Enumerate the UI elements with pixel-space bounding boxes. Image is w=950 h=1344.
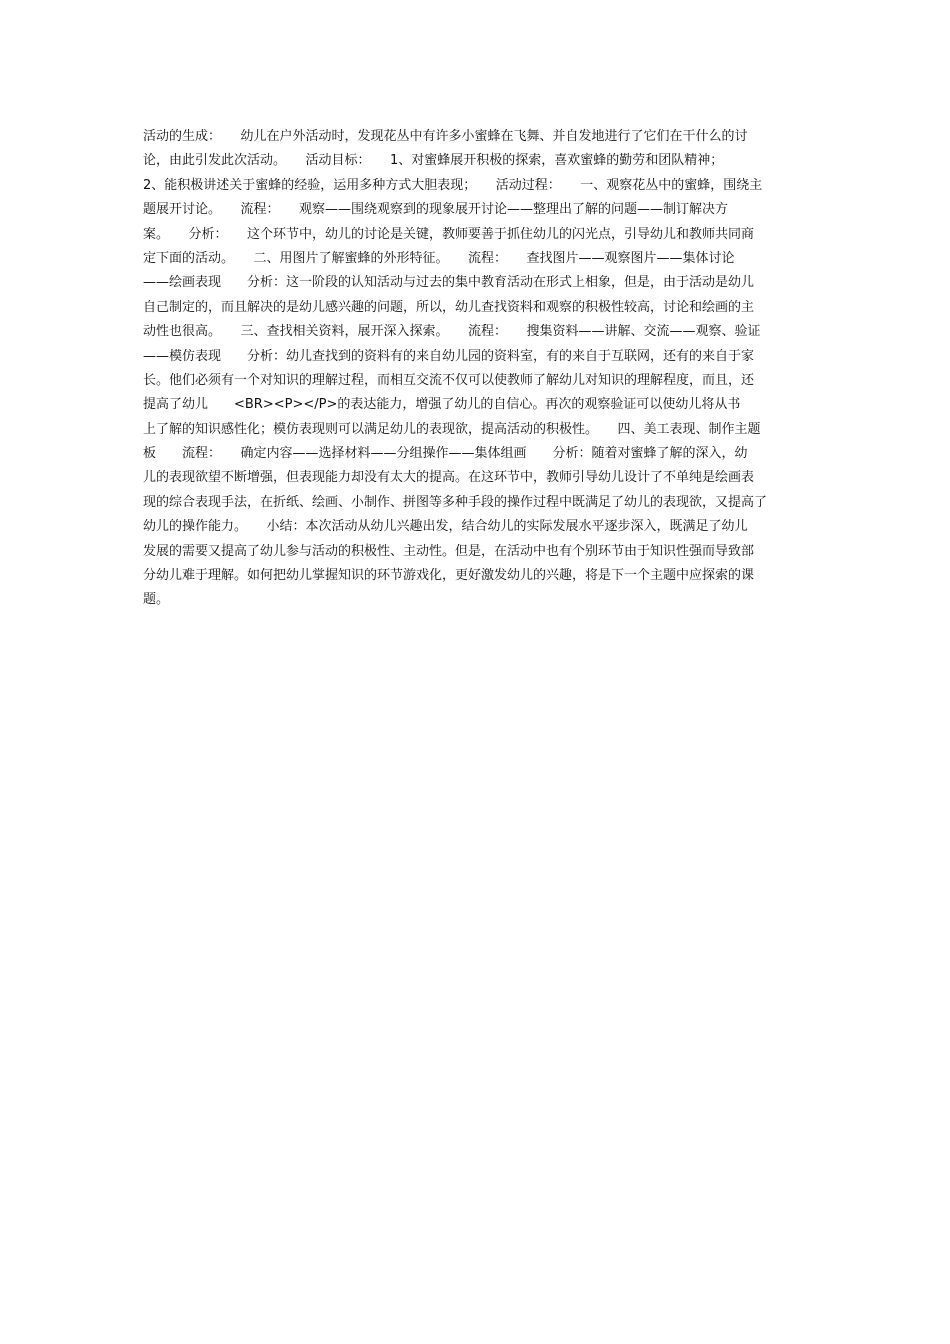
paragraph-line: 题展开讨论。 流程： 观察——围绕观察到的现象展开讨论——整理出了解的问题——制订解决方 <box>143 202 729 218</box>
paragraph-line: 题。 <box>143 592 170 608</box>
paragraph-line: 自己制定的，而且解决的是幼儿感兴趣的问题，所以，幼儿查找资料和观察的积极性较高，讨论和绘画的主 <box>143 299 755 315</box>
paragraph-line: 上了解的知识感性化；模仿表现则可以满足幼儿的表现欲，提高活动的积极性。 四、美工表现、制作主题 <box>143 421 761 437</box>
paragraph-line: ——绘画表现 分析：这一阶段的认知活动与过去的集中教育活动在形式上相象，但是，由于活动是幼儿 <box>143 275 755 291</box>
document-body <box>143 125 808 613</box>
paragraph-line: 幼儿的操作能力。 小结：本次活动从幼儿兴趣出发，结合幼儿的实际发展水平逐步深入，既满足了幼儿 <box>143 519 748 535</box>
paragraph-line: 论，由此引发此次活动。 活动目标： 1、对蜜蜂展开积极的探索，喜欢蜜蜂的勤劳和团队精神； <box>143 153 724 169</box>
paragraph-line: 长。他们必须有一个对知识的理解过程，而相互交流不仅可以使教师了解幼儿对知识的理解程度，而且，还 <box>143 372 755 388</box>
paragraph-line: 板 流程： 确定内容——选择材料——分组操作——集体组画 分析：随着对蜜蜂了解的深入，幼 <box>143 446 748 462</box>
paragraph-line: 活动的生成： 幼儿在户外活动时，发现花丛中有许多小蜜蜂在飞舞、并自发地进行了它们在干什么的讨 <box>143 129 748 144</box>
paragraph-line: 现的综合表现手法，在折纸、绘画、小制作、拼图等多种手段的操作过程中既满足了幼儿的表现欲，又提高了 <box>143 494 768 510</box>
paragraph-line: 提高了幼儿 <BR><P></P>的表达能力，增强了幼儿的自信心。再次的观察验证可以使幼儿将从书 <box>143 397 741 413</box>
paragraph-line: 案。 分析： 这个环节中，幼儿的讨论是关键，教师要善于抓住幼儿的闪光点，引导幼儿和教师共同商 <box>143 226 755 242</box>
paragraph-line: ——模仿表现 分析：幼儿查找到的资料有的来自幼儿园的资料室，有的来自于互联网，还有的来自于家 <box>143 348 755 364</box>
paragraph-line: 定下面的活动。 二、用图片了解蜜蜂的外形特征。 流程： 查找图片——观察图片——集体讨论 <box>143 250 735 266</box>
paragraph-line: 动性也很高。 三、查找相关资料，展开深入探索。 流程： 搜集资料——讲解、交流——观察、验证 <box>143 324 761 340</box>
paragraph-line: 发展的需要又提高了幼儿参与活动的积极性、主动性。但是，在活动中也有个别环节由于知识性强而导致部 <box>143 543 755 559</box>
paragraph-line: 2、能积极讲述关于蜜蜂的经验，运用多种方式大胆表现； 活动过程： 一、观察花丛中的蜜蜂，围绕主 <box>143 177 763 193</box>
paragraph-line: 儿的表现欲望不断增强，但表现能力却没有太大的提高。在这环节中，教师引导幼儿设计了不单纯是绘画表 <box>143 470 755 486</box>
paragraph-line: 分幼儿难于理解。如何把幼儿掌握知识的环节游戏化，更好激发幼儿的兴趣，将是下一个主题中应探索的课 <box>143 568 755 584</box>
